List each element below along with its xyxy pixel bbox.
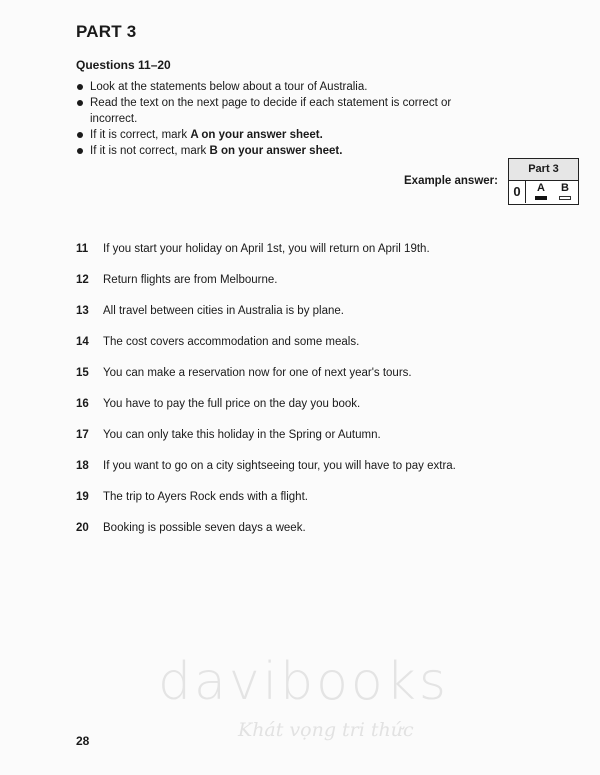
question-text: You can make a reservation now for one of next year's tours.: [103, 367, 412, 379]
example-answer-label: Example answer:: [404, 175, 498, 187]
instructions-list: [76, 79, 496, 159]
question-item: [76, 521, 456, 552]
page-title: PART 3: [76, 22, 137, 41]
question-text: If you start your holiday on April 1st, you will return on April 19th.: [103, 243, 430, 255]
answer-mark-filled: [535, 196, 547, 200]
question-text: The trip to Ayers Rock ends with a flight.: [103, 491, 308, 503]
example-box-title: Part 3: [509, 159, 578, 181]
question-number: 17: [76, 429, 89, 441]
page-number: 28: [76, 734, 90, 748]
question-number: 20: [76, 522, 89, 534]
instruction-item: Look at the statements below about a tour of Australia.: [76, 79, 496, 95]
question-number: 14: [76, 336, 89, 348]
question-item: [76, 335, 456, 366]
question-number: 11: [76, 243, 89, 255]
question-text: You can only take this holiday in the Spring or Autumn.: [103, 429, 381, 441]
question-number: 18: [76, 460, 89, 472]
question-text: If you want to go on a city sightseeing tour, you will have to pay extra.: [103, 460, 456, 472]
example-option-b: B: [561, 182, 569, 194]
question-number: 12: [76, 274, 89, 286]
watermark-tagline: Khát vọng tri thức: [238, 719, 414, 741]
question-item: [76, 273, 456, 304]
question-item: [76, 490, 456, 521]
question-text: All travel between cities in Australia is by plane.: [103, 305, 344, 317]
question-item: [76, 366, 456, 397]
question-text: Return flights are from Melbourne.: [103, 274, 278, 286]
instruction-item: If it is not correct, mark B on your answer sheet.: [76, 143, 496, 159]
question-item: [76, 397, 456, 428]
example-number: 0: [509, 181, 526, 203]
question-item: [76, 304, 456, 335]
answer-mark-empty: [559, 196, 571, 200]
question-item: [76, 459, 456, 490]
question-number: 19: [76, 491, 89, 503]
question-number: 13: [76, 305, 89, 317]
watermark-brand: davibooks: [158, 652, 449, 712]
example-option-a: A: [537, 182, 545, 194]
questions-heading: Questions 11–20: [76, 58, 171, 72]
question-list: [76, 242, 456, 552]
question-item: [76, 428, 456, 459]
instruction-item: Read the text on the next page to decide if each statement is correct or incorrect.: [76, 95, 496, 127]
instruction-item: If it is correct, mark A on your answer sheet.: [76, 127, 496, 143]
question-text: The cost covers accommodation and some meals.: [103, 336, 360, 348]
question-text: Booking is possible seven days a week.: [103, 522, 306, 534]
question-number: 15: [76, 367, 89, 379]
example-answer-box: [508, 158, 579, 205]
question-text: You have to pay the full price on the day you book.: [103, 398, 361, 410]
question-item: [76, 242, 456, 273]
question-number: 16: [76, 398, 89, 410]
